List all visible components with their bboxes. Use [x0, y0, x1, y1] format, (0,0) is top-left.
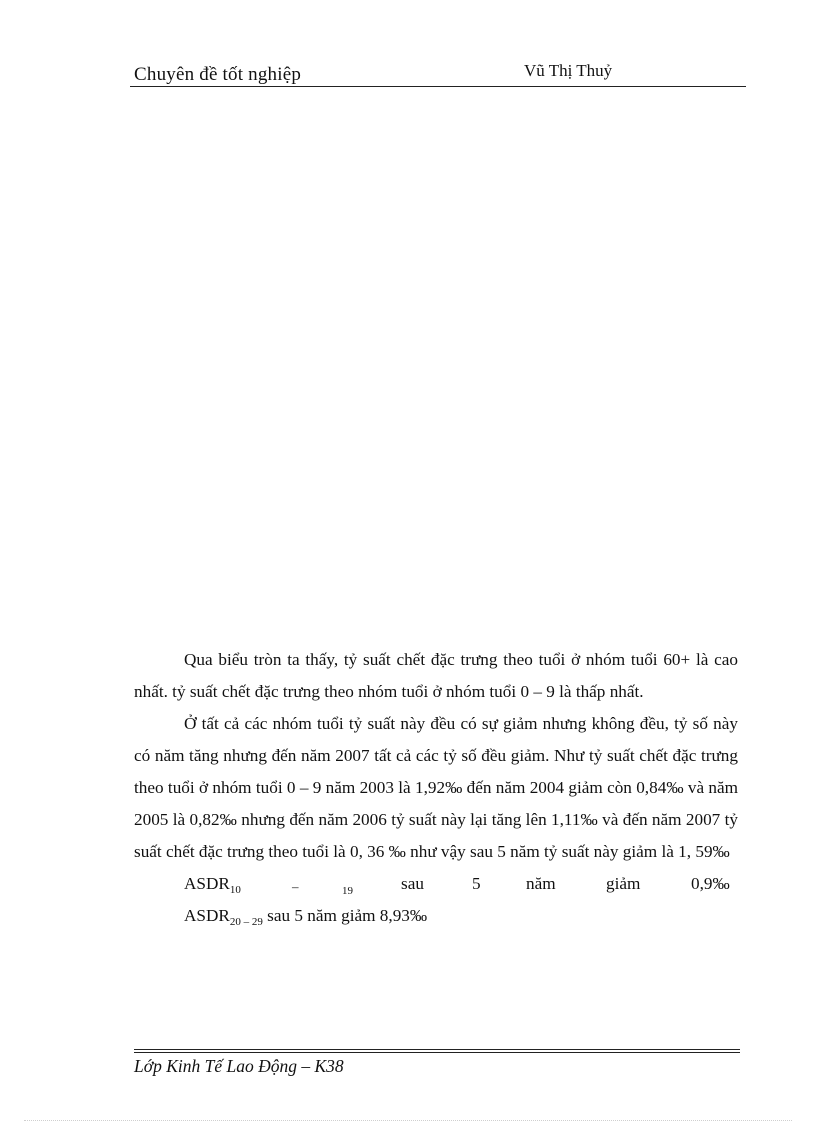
asdr-10-19-word-sau: sau [401, 874, 424, 893]
asdr-10-19-word-nam: năm [526, 874, 556, 893]
header-title: Chuyên đề tốt nghiệp [134, 64, 302, 85]
body-text [134, 644, 738, 932]
paragraph-pie-chart-summary: Qua biểu tròn ta thấy, tỷ suất chết đặc trưng theo tuổi ở nhóm tuổi 60+ là cao nhất. tỷ suất chết đặc trưng theo nhóm tuổi ở nhóm tuổi 0 – 9 là thấp nhất. [134, 650, 738, 701]
footer-class-label: Lớp Kinh Tế Lao Động – K38 [134, 1056, 344, 1076]
header-author: Vũ Thị Thuỷ [524, 61, 613, 80]
page-header [130, 60, 746, 86]
asdr-10-19-dash: – [292, 879, 299, 894]
asdr-10-19-label: $ASDR_{10}$ [184, 874, 241, 896]
asdr-20-29-text: $ASDR_{20 - 29}$ sau 5 năm giảm 8,93‰ [184, 906, 428, 928]
header-rule [130, 86, 746, 87]
page-bottom-edge [24, 1120, 792, 1121]
footer-rule-top [134, 1049, 740, 1050]
footer-rule-bottom [134, 1052, 740, 1053]
paragraph-age-group-trends: Ở tất cả các nhóm tuổi tỷ suất này đều có sự giảm nhưng không đều, tỷ số này có năm tăng nhưng đến năm 2007 tất cả các tỷ số đều giảm. Như tỷ suất chết đặc trưng theo tuổi ở nhóm tuổi 0 – 9 năm 2003 là 1,92‰ đến năm 2004 giảm còn 0,84‰ và năm 2005 là 0,82‰ nhưng đến năm 2006 tỷ suất này lại tăng lên 1,11‰ và đến năm 2007 tỷ suất chết đặc trưng theo tuổi là 0, 36 ‰ như vậy sau 5 năm tỷ suất này giảm là 1, 59‰ [134, 714, 738, 861]
asdr-10-19-value: 0,9‰ [691, 874, 730, 893]
asdr-10-19-sub-end: 19 [342, 885, 353, 897]
asdr-10-19-line [134, 868, 738, 900]
asdr-10-19-word-5: 5 [472, 874, 481, 893]
asdr-10-19-word-giam: giảm [606, 874, 641, 893]
asdr-20-29-line [134, 900, 738, 932]
